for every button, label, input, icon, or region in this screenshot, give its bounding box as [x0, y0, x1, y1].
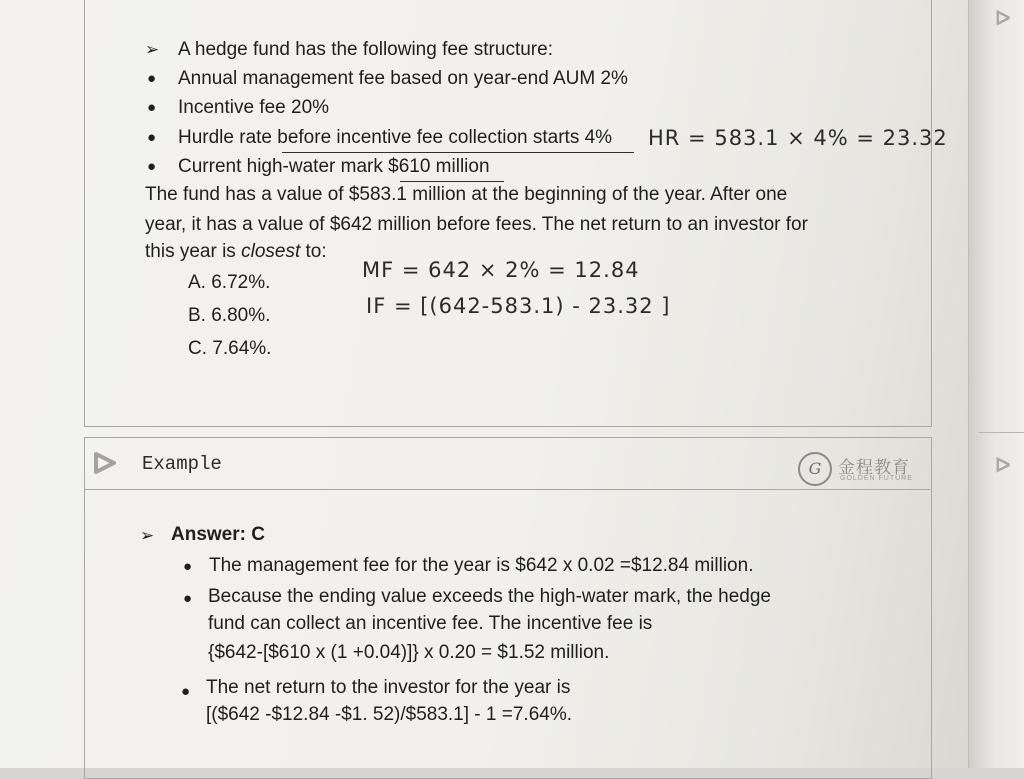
option-c[interactable]: C. 7.64%.: [188, 338, 272, 359]
bullet-icon: ●: [147, 158, 157, 175]
fee-item: Hurdle rate before incentive fee collection starts 4%: [178, 127, 613, 148]
fee-item: Incentive fee 20%: [178, 97, 330, 118]
question-text: year, it has a value of $642 million before fees. The net return to an investor for: [145, 214, 808, 235]
answer-line: The management fee for the year is $642 x 0.02 =$12.84 million.: [209, 555, 754, 576]
bullet-icon: ●: [183, 558, 193, 575]
logo-text: 金程教育: [838, 458, 910, 477]
play-icon: ᐅ: [995, 455, 1011, 477]
question-intro: A hedge fund has the following fee structure:: [178, 39, 553, 60]
bullet-icon: ●: [181, 683, 191, 700]
bullet-icon: ●: [147, 70, 157, 87]
answer-line: Because the ending value exceeds the high-water mark, the hedge: [208, 586, 771, 607]
answer-line: [($642 -$12.84 -$1. 52)/$583.1] - 1 =7.64%.: [206, 704, 573, 725]
option-b[interactable]: B. 6.80%.: [188, 305, 271, 326]
answer-title: Answer: C: [171, 524, 265, 545]
facing-page-edge: [968, 0, 1024, 768]
handwritten-hurdle-note: HR = 583.1 × 4% = 23.32: [648, 126, 948, 150]
divider: [979, 432, 1024, 433]
play-icon: ᐅ: [995, 8, 1011, 30]
bullet-icon: ●: [147, 129, 157, 146]
handwritten-incentive-fee-note: IF = [(642-583.1) - 23.32 ]: [366, 294, 671, 318]
example-label: Example: [142, 453, 222, 475]
answer-line: The net return to the investor for the year is: [206, 677, 571, 698]
arrow-bullet-icon: ➢: [145, 40, 160, 59]
question-text: The fund has a value of $583.1 million at the beginning of the year. After one: [145, 184, 788, 205]
fee-item: Annual management fee based on year-end AUM 2%: [178, 68, 628, 89]
play-icon: [92, 450, 118, 476]
answer-line: {$642-[$610 x (1 +0.04)]} x 0.20 = $1.52 million.: [208, 642, 610, 663]
question-text: this year is closest to:: [145, 241, 327, 262]
logo-subtext: GOLDEN FUTURE: [840, 475, 913, 482]
handwritten-mgmt-fee-note: MF = 642 × 2% = 12.84: [362, 258, 640, 282]
fee-item: Current high-water mark $610 million: [178, 156, 490, 177]
option-a[interactable]: A. 6.72%.: [188, 272, 271, 293]
answer-line: fund can collect an incentive fee. The incentive fee is: [208, 613, 653, 634]
pen-underline: [400, 181, 504, 182]
publisher-logo: [798, 452, 928, 488]
bullet-icon: ●: [183, 590, 193, 607]
arrow-bullet-icon: ➢: [140, 526, 155, 545]
pen-underline: [282, 152, 634, 153]
bullet-icon: ●: [147, 99, 157, 116]
logo-seal-icon: G: [798, 452, 832, 486]
